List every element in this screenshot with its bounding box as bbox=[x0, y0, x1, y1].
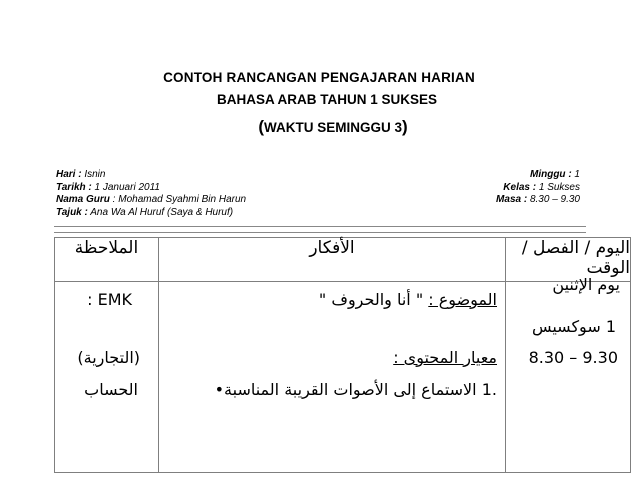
header-ideas: الأفكار bbox=[159, 238, 506, 282]
topic-label: الموضوع : bbox=[428, 290, 497, 309]
ideas-cell bbox=[159, 282, 506, 473]
header-notes: الملاحظة bbox=[55, 238, 159, 282]
meta-hari bbox=[56, 169, 246, 182]
week-text: WAKTU SEMINGGU 3 bbox=[263, 120, 402, 135]
meta-left-block bbox=[56, 169, 246, 219]
topic-value: " أنا والحروف " bbox=[318, 290, 429, 309]
table-row bbox=[55, 282, 631, 473]
doc-title: CONTOH RANCANGAN PENGAJARAN HARIAN bbox=[163, 70, 475, 85]
meta-minggu-label: Minggu : bbox=[530, 169, 572, 180]
divider-top bbox=[54, 226, 586, 227]
meta-tarikh-value: 1 Januari 2011 bbox=[91, 181, 160, 193]
header-time: اليوم / الفصل / الوقت bbox=[506, 238, 631, 282]
meta-right-block bbox=[496, 169, 580, 207]
meta-kelas-value: 1 Sukses bbox=[536, 181, 580, 193]
meta-minggu bbox=[496, 169, 580, 182]
doc-subtitle: BAHASA ARAB TAHUN 1 SUKSES bbox=[216, 92, 437, 107]
time-cell bbox=[506, 275, 631, 473]
notes-cell bbox=[55, 282, 159, 473]
open-paren: ( bbox=[258, 117, 264, 136]
notes-emk: : EMK bbox=[87, 290, 132, 309]
meta-kelas-label: Kelas : bbox=[503, 181, 537, 193]
meta-masa-label: Masa : bbox=[496, 194, 528, 205]
meta-tarikh-label: Tarikh : bbox=[56, 181, 92, 193]
meta-masa bbox=[496, 194, 580, 207]
time-day: يوم الإثنين bbox=[552, 275, 620, 294]
time-range: 8.30 – 9.30 bbox=[528, 348, 618, 367]
doc-week-line bbox=[14, 117, 638, 137]
notes-math: الحساب bbox=[84, 380, 138, 399]
ideas-content-standard: معيار المحتوى : bbox=[393, 348, 497, 367]
meta-hari-label: Hari : bbox=[56, 169, 82, 180]
meta-guru bbox=[56, 194, 246, 207]
close-paren: ) bbox=[402, 117, 408, 136]
meta-guru-label: Nama Guru bbox=[56, 194, 110, 205]
meta-tajuk-value: Ana Wa Al Huruf (Saya & Huruf) bbox=[87, 206, 234, 218]
notes-commerce: (التجارية) bbox=[77, 348, 140, 367]
meta-hari-value: Isnin bbox=[81, 169, 106, 180]
meta-kelas bbox=[496, 182, 580, 195]
lesson-plan-table bbox=[54, 237, 631, 473]
meta-minggu-value: 1 bbox=[571, 169, 580, 180]
meta-masa-value: 8.30 – 9.30 bbox=[527, 194, 580, 205]
ideas-item-1: .1 الاستماع إلى الأصوات القريبة المناسبة• bbox=[214, 380, 497, 399]
ideas-topic bbox=[319, 290, 497, 309]
meta-tarikh bbox=[56, 182, 246, 195]
meta-tajuk bbox=[56, 207, 246, 220]
meta-guru-value: : Mohamad Syahmi Bin Harun bbox=[109, 194, 247, 205]
time-class: 1 سوكسيس bbox=[531, 317, 616, 336]
divider-bottom bbox=[54, 232, 586, 233]
table-header-row bbox=[55, 238, 631, 282]
meta-tajuk-label: Tajuk : bbox=[56, 206, 88, 218]
